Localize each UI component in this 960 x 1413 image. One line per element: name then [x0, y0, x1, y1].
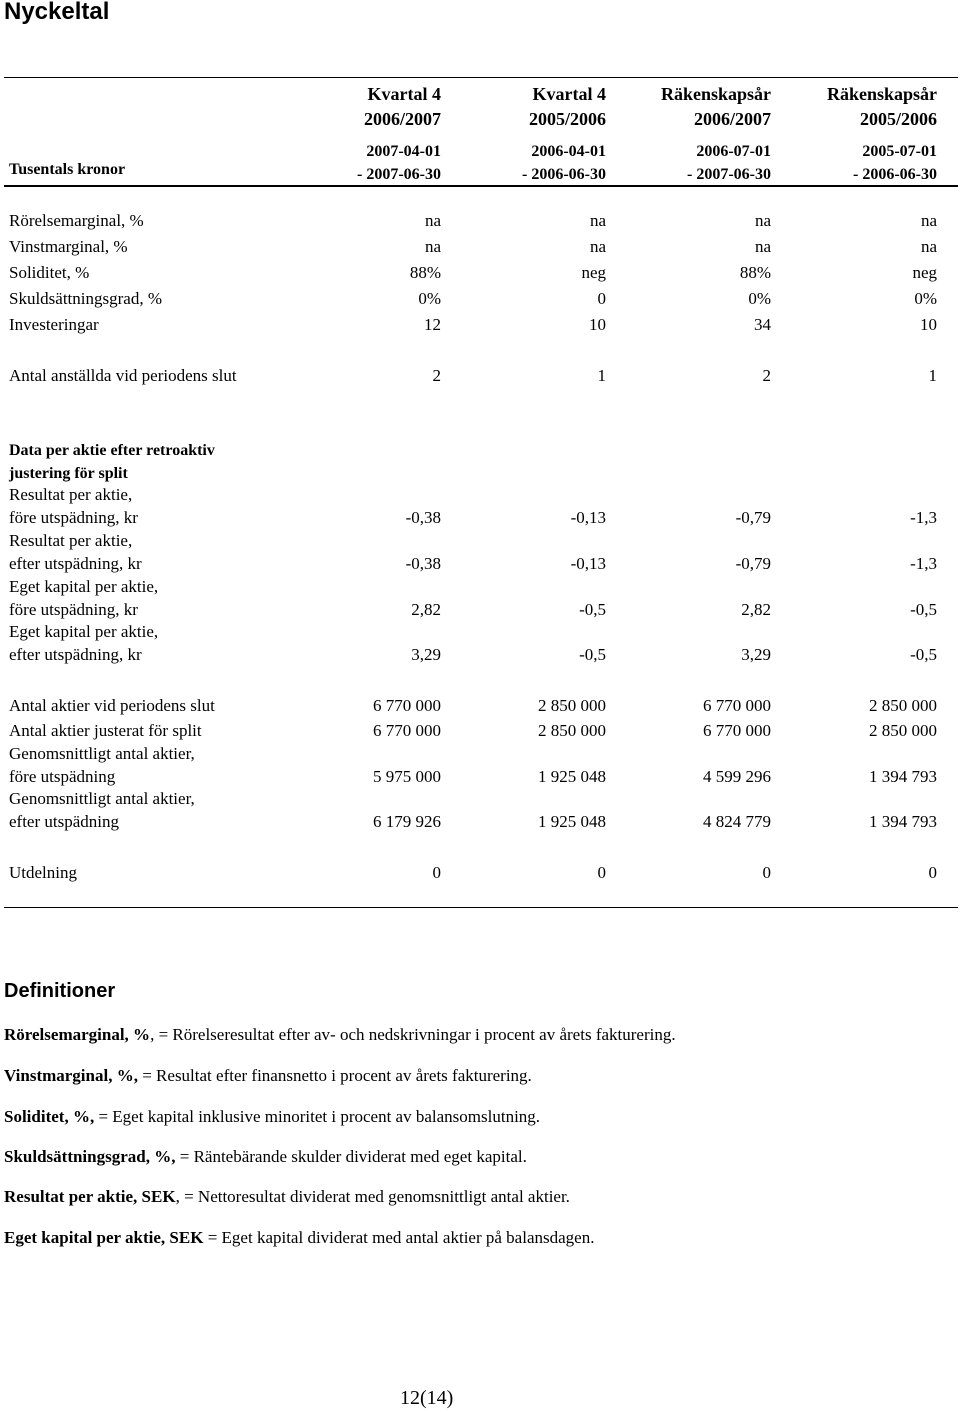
- row-value: 2: [762, 366, 771, 385]
- col-header-year: 2006/2007: [363, 109, 441, 129]
- row-label: Resultat per aktie,: [9, 485, 133, 504]
- col-date-end: - 2006-06-30: [522, 166, 606, 183]
- row-value: -0,38: [405, 508, 441, 527]
- row-label: före utspädning, kr: [9, 508, 138, 527]
- definitions-title: Definitioner: [4, 980, 116, 1002]
- row-value: 6 770 000: [373, 696, 441, 715]
- row-value: -0,5: [579, 645, 606, 664]
- col-header-year: 2005/2006: [859, 109, 937, 129]
- row-value: 2: [432, 366, 441, 385]
- col-date-start: 2007-04-01: [366, 143, 441, 160]
- col-header-period: Kvartal 4: [532, 84, 606, 104]
- row-label: Utdelning: [9, 863, 77, 882]
- row-value: na: [424, 211, 441, 230]
- definition-item: [4, 1107, 540, 1127]
- row-label: Genomsnittligt antal aktier,: [9, 744, 195, 763]
- row-value: 2 850 000: [538, 696, 606, 715]
- row-value: na: [754, 211, 771, 230]
- row-label: Skuldsättningsgrad, %: [9, 289, 162, 308]
- row-label: Vinstmarginal, %: [9, 237, 128, 256]
- row-value: na: [920, 211, 937, 230]
- col-header-period: Räkenskapsår: [826, 84, 937, 104]
- table-row: [0, 211, 960, 236]
- row-label: Eget kapital per aktie,: [9, 622, 159, 641]
- row-value: -0,13: [570, 508, 606, 527]
- table-row: [0, 237, 960, 262]
- table-row: [0, 863, 960, 888]
- row-value: 1 394 793: [869, 812, 937, 831]
- table-row: [0, 366, 960, 391]
- row-label: Antal aktier vid periodens slut: [9, 696, 215, 715]
- row-value: 34: [754, 315, 771, 334]
- col-date-end: - 2007-06-30: [357, 166, 441, 183]
- row-value: 12: [424, 315, 441, 334]
- table-row: [0, 696, 960, 721]
- definition-item: [4, 1147, 527, 1167]
- row-value: neg: [912, 263, 937, 282]
- row-value: 6 770 000: [703, 696, 771, 715]
- row-value: -1,3: [910, 508, 937, 527]
- row-value: na: [424, 237, 441, 256]
- row-value: 10: [920, 315, 937, 334]
- row-label: efter utspädning, kr: [9, 554, 142, 573]
- definition-text: = Räntebärande skulder dividerat med eget kapital.: [175, 1147, 527, 1166]
- row-value: 2 850 000: [869, 721, 937, 740]
- table-row: [0, 645, 960, 670]
- row-value: 3,29: [411, 645, 441, 664]
- row-value: 6 179 926: [373, 812, 441, 831]
- table-row: [0, 812, 960, 837]
- definition-term: Rörelsemarginal, %: [4, 1025, 151, 1044]
- table-row: [0, 315, 960, 340]
- row-value: 0: [762, 863, 771, 882]
- col-header-year: 2006/2007: [693, 109, 771, 129]
- row-value: 1: [597, 366, 606, 385]
- definition-term: Skuldsättningsgrad, %,: [4, 1147, 176, 1166]
- row-value: 0%: [914, 289, 937, 308]
- row-value: 0: [597, 289, 606, 308]
- row-value: 1 925 048: [538, 812, 606, 831]
- row-value: 0: [928, 863, 937, 882]
- row-label: Soliditet, %: [9, 263, 90, 282]
- page-title: Nyckeltal: [4, 0, 110, 25]
- row-value: 6 770 000: [703, 721, 771, 740]
- col-dates-1: [281, 140, 441, 186]
- col-dates-4: [777, 140, 937, 186]
- col-date-end: - 2006-06-30: [853, 166, 937, 183]
- row-label: Resultat per aktie,: [9, 531, 133, 550]
- definition-text: = Resultat efter finansnetto i procent av årets fakturering.: [137, 1066, 532, 1085]
- row-value: 2,82: [741, 600, 771, 619]
- row-label: Rörelsemarginal, %: [9, 211, 144, 230]
- col-date-start: 2005-07-01: [862, 143, 937, 160]
- definition-item: [4, 1187, 570, 1207]
- row-value: -0,5: [910, 600, 937, 619]
- row-value: na: [589, 211, 606, 230]
- row-value: na: [920, 237, 937, 256]
- row-label: Antal aktier justerat för split: [9, 721, 202, 740]
- row-label: Investeringar: [9, 315, 99, 334]
- col-dates-2: [446, 140, 606, 186]
- row-label: före utspädning, kr: [9, 600, 138, 619]
- table-row: [0, 721, 960, 746]
- row-label: före utspädning: [9, 767, 116, 786]
- row-value: 1 394 793: [869, 767, 937, 786]
- row-label: Genomsnittligt antal aktier,: [9, 789, 195, 808]
- row-label: efter utspädning, kr: [9, 645, 142, 664]
- row-value: -0,79: [735, 554, 771, 573]
- definition-term: Eget kapital per aktie, SEK: [4, 1228, 204, 1247]
- row-label: Eget kapital per aktie,: [9, 577, 159, 596]
- per-share-heading: [9, 439, 215, 485]
- row-value: -1,3: [910, 554, 937, 573]
- row-value: 88%: [739, 263, 771, 282]
- row-value: -0,5: [579, 600, 606, 619]
- page-number: 12(14): [400, 1387, 454, 1409]
- unit-label: Tusentals kronor: [9, 161, 126, 178]
- per-share-heading-line: Data per aktie efter retroaktiv: [9, 442, 215, 459]
- definition-text: = Eget kapital dividerat med antal aktier på balansdagen.: [203, 1228, 595, 1247]
- table-bottom-rule: [4, 907, 958, 908]
- col-header-4: [777, 82, 937, 132]
- definition-term: Resultat per aktie, SEK: [4, 1187, 176, 1206]
- col-header-3: [611, 82, 771, 132]
- row-value: -0,79: [735, 508, 771, 527]
- col-date-start: 2006-07-01: [696, 143, 771, 160]
- row-value: 10: [589, 315, 606, 334]
- col-header-year: 2005/2006: [528, 109, 606, 129]
- row-value: 0%: [748, 289, 771, 308]
- row-value: 4 599 296: [703, 767, 771, 786]
- row-value: 1: [928, 366, 937, 385]
- table-row: [0, 263, 960, 288]
- row-value: 0: [597, 863, 606, 882]
- col-dates-3: [611, 140, 771, 186]
- row-value: 0: [432, 863, 441, 882]
- table-row: [0, 289, 960, 314]
- row-value: 3,29: [741, 645, 771, 664]
- col-date-start: 2006-04-01: [531, 143, 606, 160]
- row-value: neg: [581, 263, 606, 282]
- row-value: 6 770 000: [373, 721, 441, 740]
- table-row: [0, 554, 960, 579]
- row-value: 1 925 048: [538, 767, 606, 786]
- row-value: 2,82: [411, 600, 441, 619]
- row-value: -0,13: [570, 554, 606, 573]
- row-value: 2 850 000: [869, 696, 937, 715]
- definition-item: [4, 1025, 676, 1045]
- definition-text: = Eget kapital inklusive minoritet i procent av balansomslutning.: [94, 1107, 541, 1126]
- col-header-2: [446, 82, 606, 132]
- row-value: na: [754, 237, 771, 256]
- definition-item: [4, 1066, 532, 1086]
- col-header-1: [281, 82, 441, 132]
- definition-term: Soliditet, %,: [4, 1107, 95, 1126]
- row-value: -0,5: [910, 645, 937, 664]
- per-share-heading-line: justering för split: [9, 465, 128, 482]
- definition-text: , = Nettoresultat dividerat med genomsnittligt antal aktier.: [175, 1187, 570, 1206]
- row-label: efter utspädning: [9, 812, 119, 831]
- row-label: Antal anställda vid periodens slut: [9, 366, 237, 385]
- definition-item: [4, 1228, 594, 1248]
- header-bottom-rule: [4, 185, 958, 187]
- row-value: 88%: [409, 263, 441, 282]
- row-value: 4 824 779: [703, 812, 771, 831]
- row-value: 5 975 000: [373, 767, 441, 786]
- header-top-rule: [4, 77, 958, 78]
- row-value: na: [589, 237, 606, 256]
- table-row: [0, 508, 960, 533]
- col-date-end: - 2007-06-30: [687, 166, 771, 183]
- row-value: 2 850 000: [538, 721, 606, 740]
- col-header-period: Kvartal 4: [367, 84, 441, 104]
- definition-term: Vinstmarginal, %,: [4, 1066, 138, 1085]
- definition-text: , = Rörelseresultat efter av- och nedskrivningar i procent av årets fakturering.: [150, 1025, 676, 1044]
- row-value: 0%: [418, 289, 441, 308]
- col-header-period: Räkenskapsår: [660, 84, 771, 104]
- row-value: -0,38: [405, 554, 441, 573]
